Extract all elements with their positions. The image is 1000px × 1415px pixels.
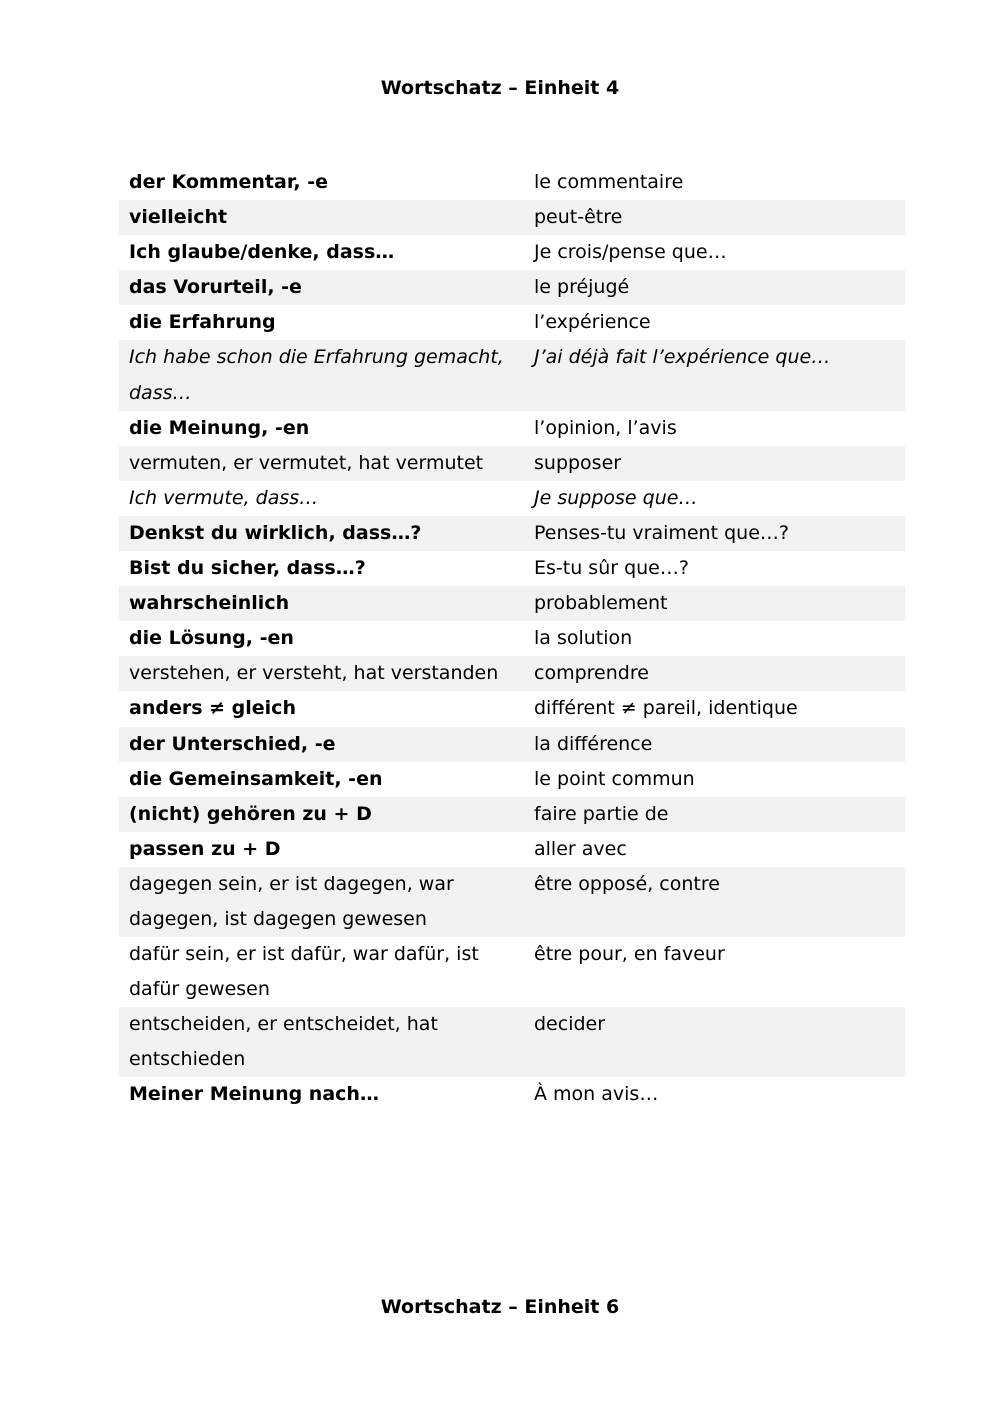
german-term: Denkst du wirklich, dass…? [119,516,524,551]
german-term: dafür sein, er ist dafür, war dafür, ist dafür gewesen [129,943,479,1001]
french-translation: la différence [524,727,905,762]
vocab-row [119,516,905,551]
french-translation: decider [524,1007,905,1077]
french-translation: l’expérience [534,311,651,334]
german-term: passen zu + D [129,837,281,860]
french-translation: l’opinion, l’avis [534,416,677,439]
french-translation: Es-tu sûr que…? [534,557,689,580]
french-translation: J’ai déjà fait l’expérience que… [524,340,905,410]
german-term: die Erfahrung [129,311,276,334]
french-translation: probablement [524,586,905,621]
french-translation: différent ≠ pareil, identique [534,697,798,720]
german-term: Ich glaube/denke, dass… [129,241,395,264]
french-translation: être opposé, contre [524,867,905,937]
french-translation: À mon avis… [534,1083,659,1106]
vocab-row [119,200,905,235]
french-translation: le point commun [534,767,695,790]
vocab-row [119,1077,905,1112]
german-term: die Lösung, -en [129,627,294,650]
french-translation: la solution [534,627,633,650]
german-term: das Vorurteil, -e [119,270,524,305]
french-translation: supposer [524,446,905,481]
vocabulary-table [119,165,905,1113]
vocab-row [119,691,905,726]
vocab-row [119,481,905,516]
german-term: dagegen sein, er ist dagegen, war dagegen, ist dagegen gewesen [119,867,524,937]
vocab-row [119,621,905,656]
german-term: Ich vermute, dass… [129,486,319,509]
vocabulary-table-body [119,165,905,1113]
french-translation: comprendre [524,656,905,691]
vocab-row [119,270,905,305]
vocab-row [119,446,905,481]
german-term: der Kommentar, -e [129,171,329,193]
vocab-row [119,797,905,832]
german-term: anders ≠ gleich [129,697,296,720]
german-term: vielleicht [119,200,524,235]
german-term: Meiner Meinung nach… [129,1083,379,1106]
german-term: vermuten, er vermutet, hat vermutet [119,446,524,481]
french-translation: le préjugé [524,270,905,305]
french-translation: être pour, en faveur [534,943,725,966]
german-term: Bist du sicher, dass…? [129,557,366,580]
french-translation: peut-être [524,200,905,235]
french-translation: Je suppose que… [534,486,698,509]
vocab-row [119,305,905,340]
vocab-row [119,340,905,410]
page-title-unit-4: Wortschatz – Einheit 4 [380,77,620,99]
french-translation: le commentaire [534,171,684,193]
german-term: entscheiden, er entscheidet, hat entschieden [119,1007,524,1077]
vocab-row [119,551,905,586]
german-term: der Unterschied, -e [119,727,524,762]
vocab-row [119,411,905,446]
german-term: Ich habe schon die Erfahrung gemacht, dass… [119,340,524,410]
german-term: (nicht) gehören zu + D [119,797,524,832]
french-translation: Penses-tu vraiment que…? [524,516,905,551]
vocab-row [119,867,905,937]
vocab-row [119,1007,905,1077]
vocab-row [119,762,905,797]
vocab-row [119,656,905,691]
german-term: verstehen, er versteht, hat verstanden [119,656,524,691]
vocab-row [119,937,905,1007]
vocab-row [119,165,905,200]
french-translation: faire partie de [524,797,905,832]
page-title-unit-6: Wortschatz – Einheit 6 [380,1296,620,1318]
german-term: die Gemeinsamkeit, -en [129,767,383,790]
french-translation: aller avec [534,837,627,860]
german-term: die Meinung, -en [129,416,310,439]
vocab-row [119,235,905,270]
vocab-row [119,832,905,867]
german-term: wahrscheinlich [119,586,524,621]
vocab-row [119,727,905,762]
french-translation: Je crois/pense que… [534,241,727,264]
vocab-row [119,586,905,621]
